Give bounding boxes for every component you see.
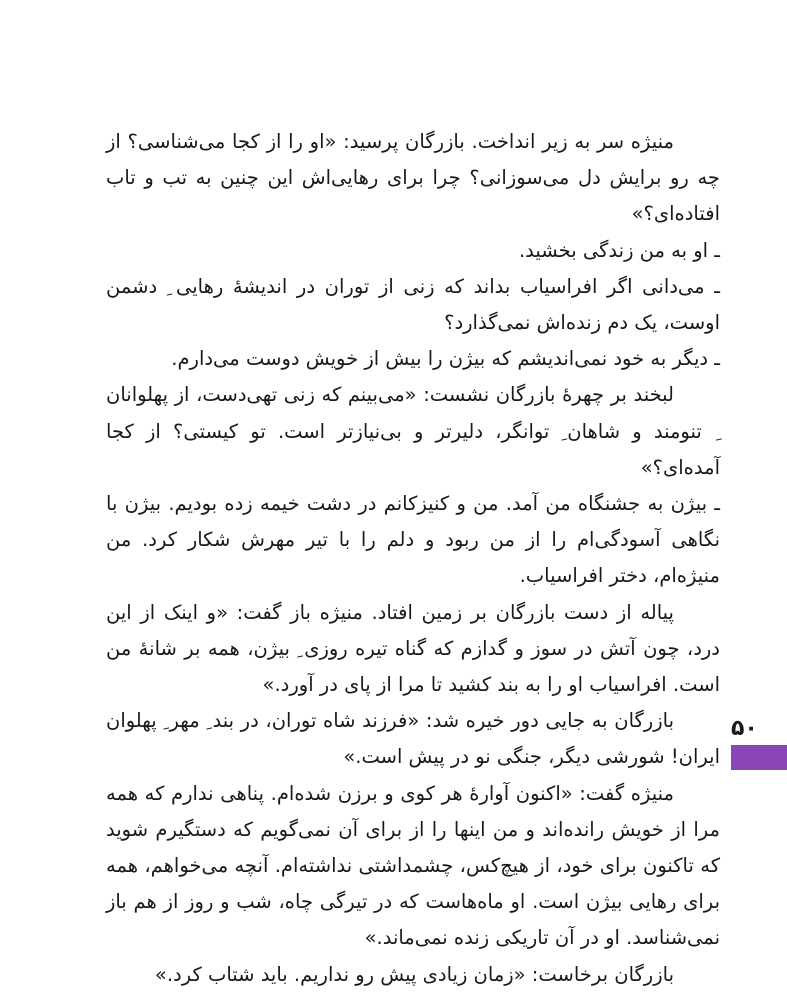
paragraph-10: بازرگان برخاست: «زمان زیادی پیش رو نداریم. باید شتاب کرد.» xyxy=(154,962,674,986)
paragraph-2: ـ او به من زندگی بخشید. xyxy=(518,238,720,262)
paragraph-8: بازرگان به جایی دور خیره شد: «فرزند شاه توران، در بند ِ مهر ِ پهلوان ایران! شورشی دیگر، جنگی نو در پیش است.» xyxy=(106,709,720,769)
paragraph-4: ـ دیگر به خود نمی‌اندیشم که بیژن را بیش از خویش دوست می‌دارم. xyxy=(171,347,720,371)
paragraph-7: پیاله از دست بازرگان بر زمین افتاد. منیژه باز گفت: «و اینک از این درد، چون آتش در سوز و گدازم که گناه تیره روزی ِ بیژن، همه بر شانهٔ من است. افراسیاب او را به بند کشید تا مرا از پای در آورد.» xyxy=(106,600,720,697)
page-number: ۵۰ xyxy=(731,716,758,741)
paragraph-3: ـ می‌دانی اگر افراسیاب بداند که زنی از توران در اندیشهٔ رهایی ِ دشمن اوست، یک دم زنده‌اش نمی‌گذارد؟ xyxy=(106,274,720,335)
paragraph-1: منیژه سر به زیر انداخت. بازرگان پرسید: «او را از کجا می‌شناسی؟ از چه رو برایش دل می‌سوزانی؟ چرا برای رهایی‌اش این چنین به تب و تاب افتاده‌ای؟» xyxy=(106,130,720,226)
chapter-tab-marker xyxy=(731,745,787,770)
paragraph-9: منیژه گفت: «اکنون آوارهٔ هر کوی و برزن شده‌ام. پناهی ندارم که همه مرا از خویش رانده‌اند و من اینها را از برای آن نمی‌گویم که دستگیرم شوید که تاکنون برای خود، از هیچ‌کس، چشمداشتی نداشته‌ام. آنچه می‌خواهم، همه برای رهایی بیژن است. او ماه‌هاست که در تیرگی چاه، شب و روز از هم باز نمی‌شناسد. او در آن تاریکی زنده نمی‌ماند.» xyxy=(106,781,720,950)
paragraph-6: ـ بیژن به جشنگاه من آمد. من و کنیزکانم در دشت خیمه زده بودیم. بیژن با نگاهی آسودگی‌ام را از من ربود و دلم را با تیر مهرش شکار کرد. من منیژه‌ام، دختر افراسیاب. xyxy=(106,492,720,588)
paragraph-5: لبخند بر چهرهٔ بازرگان نشست: «می‌بینم که زنی تهی‌دست، از پهلوانان ِ تنومند و شاهان ِ توانگر، دلیرتر و بی‌نیازتر است. تو کیستی؟ از کجا آمده‌ای؟» xyxy=(106,383,720,479)
page-text xyxy=(106,124,720,993)
